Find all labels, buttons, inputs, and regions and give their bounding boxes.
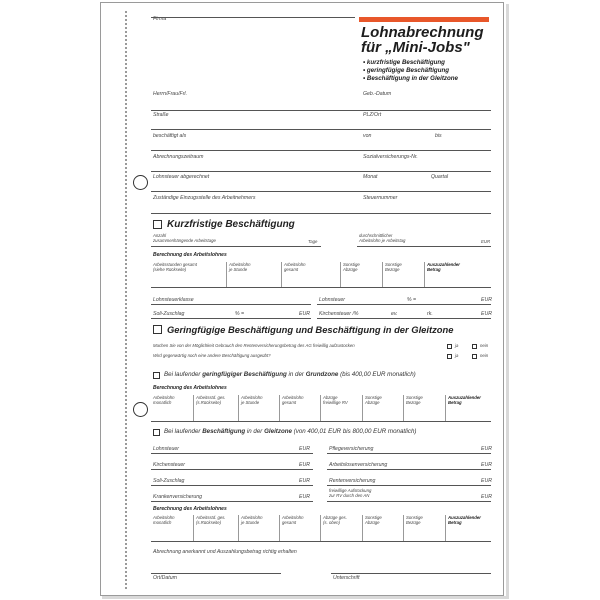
gz-aufstockung-label: [329, 489, 371, 499]
geringfuegig-heading: Geringfügige Beschäftigung und Beschäftigung in der Gleitzone: [167, 324, 454, 335]
kurz-pct-label-1: % =: [407, 297, 417, 303]
plz-ort-label: PLZ/Ort: [363, 112, 382, 118]
column-header-line1: Sonstige: [343, 262, 360, 267]
anzahl-label: [153, 234, 216, 244]
column-header-line2: (siehe Rückseite): [153, 266, 187, 272]
gz-rv-line[interactable]: [327, 485, 491, 486]
column-header: [282, 516, 304, 526]
gleitzone-checkbox[interactable]: [153, 429, 160, 436]
anerkannt-text: Abrechnung anerkannt und Auszahlungsbetrag richtig erhalten: [153, 549, 297, 555]
anzahl-line2: zusammenhängende Arbeitstage: [153, 237, 216, 243]
column-header-line2: gesamt: [284, 266, 299, 272]
gz-kirchensteuer-line[interactable]: [151, 469, 313, 470]
punch-hole-bottom: [133, 402, 148, 417]
unterschrift-line[interactable]: [331, 573, 491, 574]
q2-nein-checkbox[interactable]: [472, 354, 477, 359]
column-header: [229, 263, 251, 273]
column-header-line1: Arbeitslohn: [282, 515, 304, 520]
column-header-line2: Betrag: [427, 266, 441, 272]
strasse-label: Straße: [153, 112, 169, 118]
geb-datum-label: Geb.-Datum: [363, 91, 392, 97]
gz-pv-line[interactable]: [327, 453, 491, 454]
column-header: [196, 516, 226, 526]
kurz-pct-label-2: % =: [235, 311, 245, 317]
column-header-line2: Bezüge: [385, 266, 400, 272]
column-header: [153, 263, 197, 273]
kurz-soli-line[interactable]: [151, 318, 311, 319]
kurz-table-line: [151, 287, 491, 288]
monat-label: Monat: [363, 174, 378, 180]
gz-pv-label: Pflegeversicherung: [329, 446, 374, 452]
title-bullet-1: • kurzfristige Beschäftigung: [363, 59, 445, 66]
lohnsteuerklasse-label: Lohnsteuerklasse: [153, 297, 194, 303]
q1-text: Machen Sie von der Möglichkeit Gebrauch den Rentenversicherungsbetrag des AG freiwillig aufzustocken: [153, 343, 355, 348]
gleitzone-bold1: Beschäftigung: [202, 428, 246, 435]
grundzone-text: [164, 372, 416, 378]
gz-kv-label: Krankenversicherung: [153, 494, 203, 500]
column-divider: [279, 395, 280, 421]
collection-office-line[interactable]: [151, 213, 491, 214]
column-header-line1: Auszuzahlender: [448, 515, 481, 520]
durchschn-line1: durchschnittlicher: [359, 233, 393, 238]
address-line[interactable]: [151, 129, 491, 130]
q2-text: Wird gegenwärtig noch eine andere Beschäftigung ausgeübt?: [153, 353, 271, 358]
ort-datum-line[interactable]: [151, 573, 281, 574]
unterschrift-label: Unterschrift: [333, 575, 360, 581]
gz-eur-l3: EUR: [299, 478, 310, 484]
column-divider: [226, 262, 227, 287]
kurz-kirchensteuer-line[interactable]: [317, 318, 491, 319]
punch-hole-top: [133, 175, 148, 190]
column-divider: [320, 515, 321, 541]
column-divider: [281, 262, 282, 287]
gz-rv-label: Rentenversicherung: [329, 478, 376, 484]
steuernummer-label: Steuernummer: [363, 195, 398, 201]
gz-eur-l4: EUR: [299, 494, 310, 500]
grundzone-mid: in der: [286, 371, 306, 378]
column-header: [365, 516, 382, 526]
form-sheet: [100, 2, 504, 596]
column-header-line2: gesamt: [282, 519, 297, 525]
column-header-line1: Abzüge: [323, 395, 338, 400]
ort-datum-label: Ort/Datum: [153, 575, 177, 581]
lohnsteuerklasse-line[interactable]: [151, 304, 311, 305]
column-header-line2: je Stunde: [241, 399, 260, 405]
column-header: [385, 263, 402, 273]
title-accent-bar: [359, 17, 489, 22]
column-divider: [238, 515, 239, 541]
column-header-line2: (s.Rückseite): [196, 399, 222, 405]
column-header: [196, 396, 226, 406]
column-header-line2: Bezüge: [406, 519, 421, 525]
column-header-line1: Arbeitslohn: [241, 395, 263, 400]
gleitzone-berechnung-heading: Berechnung des Arbeitslohnes: [153, 506, 227, 512]
gz-aufstockung-line[interactable]: [327, 501, 491, 502]
column-header-line1: Arbeitslohn: [229, 262, 251, 267]
firma-line[interactable]: [151, 17, 355, 18]
column-divider: [193, 395, 194, 421]
q2-ja-checkbox[interactable]: [447, 354, 452, 359]
eur-label: EUR: [481, 239, 491, 244]
gz-kirchensteuer-label: Kirchensteuer: [153, 462, 186, 468]
column-header-line1: Sonstige: [385, 262, 402, 267]
durchschn-line2: Arbeitslohn je Arbeitstag: [359, 237, 406, 243]
gleitzone-post: (von 400,01 EUR bis 800,00 EUR monatlich): [291, 428, 417, 435]
column-header-line1: Arbeitslohn: [284, 262, 306, 267]
column-header-line1: Arbeitslohn: [282, 395, 304, 400]
job-line[interactable]: [151, 150, 491, 151]
abrechnungszeitraum-label: Abrechnungszeitraum: [153, 154, 204, 160]
column-divider: [445, 395, 446, 421]
grundzone-bold1: geringfügiger Beschäftigung: [202, 371, 287, 378]
column-header: [406, 396, 423, 406]
kurz-eur-1: EUR: [481, 297, 492, 303]
column-divider: [362, 395, 363, 421]
column-header-line1: Sonstige: [406, 395, 423, 400]
bullet-text: Beschäftigung in der Gleitzone: [366, 75, 458, 82]
column-divider: [382, 262, 383, 287]
von-label: von: [363, 133, 372, 139]
anzahl-line1: Anzahl: [153, 233, 167, 238]
q2-nein-label: nein: [480, 353, 489, 358]
name-line[interactable]: [151, 110, 491, 111]
column-header-line2: je Stunde: [241, 519, 260, 525]
gleitzone-mid: in der: [245, 428, 265, 435]
column-header-line2: (s. oben): [323, 519, 340, 525]
column-header-line1: Arbeitslohn: [241, 515, 263, 520]
column-divider: [238, 395, 239, 421]
column-header-line1: Auszuzahlender: [448, 395, 481, 400]
kurz-ev-label: ev.: [391, 311, 398, 317]
column-header: [241, 396, 263, 406]
gleitzone-pre: Bei laufender: [164, 428, 203, 435]
grundzone-checkbox[interactable]: [153, 372, 160, 379]
grundzone-post: (bis 400,00 EUR monatlich): [338, 371, 416, 378]
column-header-line1: Arbeitslohn: [153, 515, 175, 520]
kurz-rk-label: rk.: [427, 311, 433, 317]
kurz-eur-2: EUR: [299, 311, 310, 317]
column-divider: [445, 515, 446, 541]
kurz-kirchensteuer-label: Kirchensteuer /%: [319, 311, 359, 317]
beschaeftigt-label: beschäftigt als: [153, 133, 187, 139]
column-header: [153, 516, 175, 526]
tax-period-line[interactable]: [151, 191, 491, 192]
einzugsstelle-label: Zuständige Einzugsstelle des Arbeitnehmers: [153, 195, 256, 201]
firma-label: Firma: [153, 16, 167, 22]
gz-kv-line[interactable]: [151, 501, 313, 502]
title-bullet-3: • Beschäftigung in der Gleitzone: [363, 75, 458, 82]
column-header-line1: Auszuzahlender: [427, 262, 460, 267]
column-header-line1: Sonstige: [365, 515, 382, 520]
column-divider: [340, 262, 341, 287]
column-header-line2: freiwillige RV: [323, 399, 348, 405]
gz-alv-line[interactable]: [327, 469, 491, 470]
tage-label: Tage: [308, 239, 318, 244]
form-title-line1: Lohnabrechnung: [361, 24, 484, 41]
column-header-line1: Arbeitsstd. ges.: [196, 395, 226, 400]
kurz-eur-3: EUR: [481, 311, 492, 317]
q1-nein-label: nein: [480, 343, 489, 348]
column-header: [343, 263, 360, 273]
column-divider: [362, 515, 363, 541]
bullet-text: geringfügige Beschäftigung: [366, 67, 450, 74]
column-header: [427, 263, 460, 273]
column-header-line2: gesamt: [282, 399, 297, 405]
column-divider: [403, 395, 404, 421]
gz-eur-l2: EUR: [299, 462, 310, 468]
grundzone-pre: Bei laufender: [164, 371, 203, 378]
gz-eur-r2: EUR: [481, 462, 492, 468]
column-header-line1: Arbeitsstd. ges.: [196, 515, 226, 520]
gleitzone-text: [164, 429, 416, 435]
column-header-line1: Abzüge ges.: [323, 515, 347, 520]
period-line[interactable]: [151, 171, 491, 172]
column-header: [153, 396, 175, 406]
column-header: [448, 396, 481, 406]
column-header-line1: Sonstige: [365, 395, 382, 400]
anzahl-line[interactable]: [151, 246, 321, 247]
column-header-line2: monatlich: [153, 399, 172, 405]
form-title-line2: für „Mini-Jobs": [361, 39, 470, 56]
column-header-line2: (s.Rückseite): [196, 519, 222, 525]
gz-eur-r4: EUR: [481, 494, 492, 500]
grundzone-berechnung-heading: Berechnung des Arbeitslohnes: [153, 385, 227, 391]
gleitzone-bold2: Gleitzone: [264, 428, 292, 435]
gz-lohnsteuer-label: Lohnsteuer: [153, 446, 179, 452]
kurz-soli-label: Soli-Zuschlag: [153, 311, 185, 317]
column-header-line1: Arbeitsstunden gesamt: [153, 262, 197, 267]
kurzfristig-heading: Kurzfristige Beschäftigung: [167, 219, 295, 230]
geringfuegig-checkbox[interactable]: [153, 325, 162, 334]
column-header: [241, 516, 263, 526]
column-divider: [424, 262, 425, 287]
column-divider: [320, 395, 321, 421]
column-header-line1: Arbeitslohn: [153, 395, 175, 400]
column-header: [323, 396, 348, 406]
kurzfristig-checkbox[interactable]: [153, 220, 162, 229]
column-header-line2: Abzüge: [365, 399, 380, 405]
grundzone-bold2: Grundzone: [305, 371, 339, 378]
column-header: [284, 263, 306, 273]
bis-label: bis: [435, 133, 442, 139]
title-bullet-2: • geringfügige Beschäftigung: [363, 67, 450, 74]
grundzone-table-line: [151, 421, 491, 422]
gz-lohnsteuer-line[interactable]: [151, 453, 313, 454]
column-divider: [193, 515, 194, 541]
column-header-line2: Bezüge: [406, 399, 421, 405]
kurz-berechnung-heading: Berechnung des Arbeitslohnes: [153, 252, 227, 258]
q1-nein-checkbox[interactable]: [472, 344, 477, 349]
durchschn-label: [359, 234, 405, 244]
column-header-line2: Abzüge: [365, 519, 380, 525]
gz-soli-label: Soli-Zuschlag: [153, 478, 185, 484]
pad-shadow-1: [506, 4, 509, 598]
column-header-line2: Abzüge: [343, 266, 358, 272]
perforation-line: [125, 11, 127, 589]
lohnsteuer-abgerechnet-label: Lohnsteuer abgerechnet: [153, 174, 210, 180]
gz-soli-line[interactable]: [151, 485, 313, 486]
column-header-line2: Betrag: [448, 519, 462, 525]
quartal-label: Quartal: [431, 174, 449, 180]
gleitzone-table-line: [151, 541, 491, 542]
durchschn-line[interactable]: [357, 246, 491, 247]
herrn-label: Herrn/Frau/Frl.: [153, 91, 188, 97]
bullet-text: kurzfristige Beschäftigung: [366, 59, 445, 66]
q1-ja-checkbox[interactable]: [447, 344, 452, 349]
column-header-line2: Betrag: [448, 399, 462, 405]
column-header: [365, 396, 382, 406]
column-header: [448, 516, 481, 526]
kurz-lohnsteuer-label: Lohnsteuer: [319, 297, 345, 303]
gz-eur-r1: EUR: [481, 446, 492, 452]
gz-eur-r3: EUR: [481, 478, 492, 484]
column-header: [323, 516, 347, 526]
column-header-line1: Sonstige: [406, 515, 423, 520]
q2-ja-label: ja: [455, 353, 459, 358]
column-header-line2: je Stunde: [229, 266, 248, 272]
svnr-label: Sozialversicherungs-Nr.: [363, 154, 418, 160]
kurz-lohnsteuer-line[interactable]: [317, 304, 491, 305]
aufstockung-line2: zur RV durch den AN: [329, 492, 370, 498]
gz-eur-l1: EUR: [299, 446, 310, 452]
column-header: [406, 516, 423, 526]
column-header-line2: monatlich: [153, 519, 172, 525]
column-divider: [279, 515, 280, 541]
aufstockung-line1: freiwillige Aufstockung: [329, 488, 372, 493]
pad-shadow-2: [102, 596, 509, 599]
column-header: [282, 396, 304, 406]
gz-alv-label: Arbeitslosenversicherung: [329, 462, 388, 468]
q1-ja-label: ja: [455, 343, 459, 348]
column-divider: [403, 515, 404, 541]
